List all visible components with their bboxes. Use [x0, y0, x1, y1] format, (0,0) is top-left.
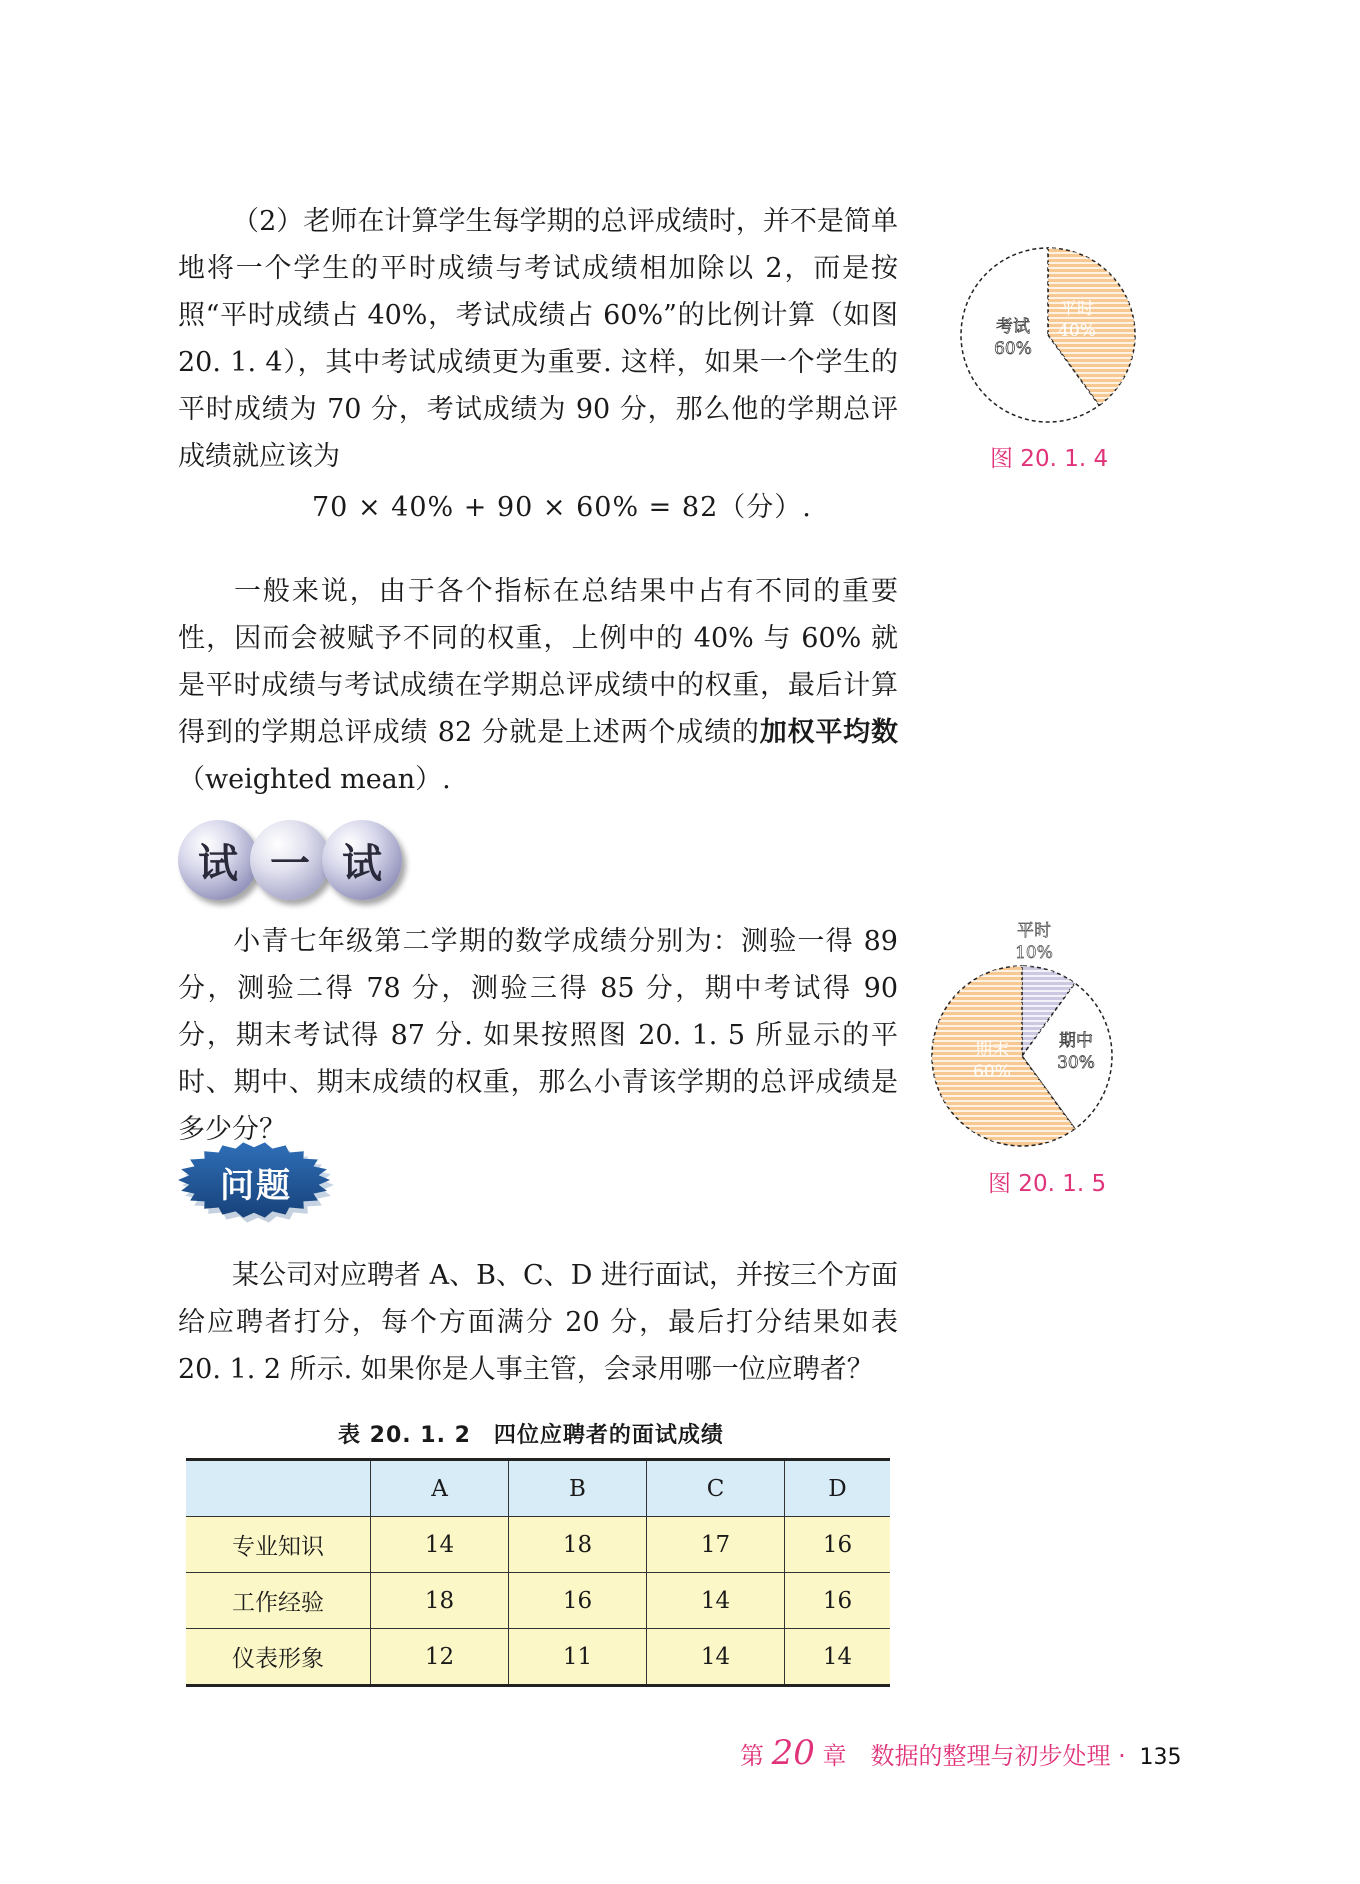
- header-cell: D: [785, 1460, 891, 1517]
- label-qizhong: 期中: [1059, 1031, 1093, 1051]
- paragraph-interview: 某公司对应聘者 A、B、C、D 进行面试，并按三个方面给应聘者打分，每个方面满分 20 分，最后打分结果如表 20. 1. 2 所示. 如果你是人事主管，会录用哪一位应聘者？: [178, 1260, 898, 1385]
- chapter-prefix: 第: [740, 1742, 764, 1770]
- table-cell: 16: [785, 1517, 891, 1573]
- table-cell: 16: [785, 1573, 891, 1629]
- page-number: 135: [1139, 1745, 1182, 1770]
- table-cell: 14: [647, 1573, 785, 1629]
- paragraph-grading: （2）老师在计算学生每学期的总评成绩时，并不是简单地将一个学生的平时成绩与考试成绩相加除以 2，而是按照“平时成绩占 40%，考试成绩占 60%”的比例计算（如图 20. 1. 4），其中考试成绩更为重要. 这样，如果一个学生的平时成绩为 70 分，考试成绩为 90 分，那么他的学期总评成绩就应该为: [178, 206, 898, 472]
- page-footer: [740, 1733, 1181, 1773]
- row-label: 工作经验: [186, 1573, 371, 1629]
- label-kaoshi: 考试: [996, 317, 1030, 337]
- row-label: 仪表形象: [186, 1629, 371, 1686]
- problem-badge-label: 问题: [220, 1165, 292, 1206]
- label-pingshi-pct: 10%: [1015, 943, 1053, 963]
- formula: 70 × 40% + 90 × 60% = 82（分）.: [312, 492, 812, 523]
- table-cell: 16: [509, 1573, 647, 1629]
- figure-caption-20-1-4: 图 20. 1. 4: [990, 446, 1109, 472]
- paragraph-weighted-mean: 一般来说，由于各个指标在总结果中占有不同的重要性，因而会被赋予不同的权重，上例中的 40% 与 60% 就是平时成绩与考试成绩在学期总评成绩中的权重，最后计算得到的学期总评成绩 82 分就是上述两个成绩的加权平均数（weighted mean）.: [178, 576, 898, 795]
- label-qimo: 期末: [975, 1040, 1009, 1060]
- header-cell: B: [509, 1460, 647, 1517]
- chapter-number: 20: [771, 1733, 815, 1773]
- score-table: [186, 1458, 890, 1687]
- paragraph-xiaoqing: 小青七年级第二学期的数学成绩分别为：测验一得 89 分，测验二得 78 分，测验三得 85 分，期中考试得 90 分，期末考试得 87 分. 如果按照图 20. 1. 5 所显示的平时、期中、期末成绩的权重，那么小青该学期的总评成绩是多少分？: [178, 926, 898, 1145]
- try-it-char-3: 试: [322, 820, 402, 900]
- table-cell: 14: [371, 1517, 509, 1573]
- term-weighted-mean: 加权平均数: [759, 717, 898, 748]
- figure-caption-20-1-5: 图 20. 1. 5: [988, 1171, 1107, 1197]
- try-it-char-2: 一: [250, 820, 330, 900]
- table-header-row: [186, 1460, 890, 1517]
- label-qizhong-pct: 30%: [1057, 1053, 1095, 1073]
- table-cell: 14: [647, 1629, 785, 1686]
- label-pingshi: 平时: [1060, 299, 1094, 319]
- header-cell: [186, 1460, 371, 1517]
- header-cell: A: [371, 1460, 509, 1517]
- problem-badge: [176, 1140, 336, 1224]
- label-qimo-pct: 60%: [973, 1062, 1011, 1082]
- row-label: 专业知识: [186, 1517, 371, 1573]
- try-it-heading: [178, 820, 418, 910]
- try-it-char-1: 试: [178, 820, 258, 900]
- table-row: [186, 1517, 890, 1573]
- table-cell: 18: [509, 1517, 647, 1573]
- label-kaoshi-pct: 60%: [994, 339, 1032, 359]
- label-pingshi-pct: 40%: [1058, 321, 1096, 341]
- table-row: [186, 1573, 890, 1629]
- table-cell: 14: [785, 1629, 891, 1686]
- header-cell: C: [647, 1460, 785, 1517]
- label-pingshi: 平时: [1017, 921, 1051, 941]
- pie-chart-fig-20-1-4: [950, 242, 1150, 432]
- table-cell: 18: [371, 1573, 509, 1629]
- table-row: [186, 1629, 890, 1686]
- table-cell: 17: [647, 1517, 785, 1573]
- chapter-title: 章 数据的整理与初步处理 ·: [822, 1742, 1126, 1770]
- table-cell: 11: [509, 1629, 647, 1686]
- table-title: 表 20. 1. 2 四位应聘者的面试成绩: [338, 1423, 724, 1448]
- table-cell: 12: [371, 1629, 509, 1686]
- pie-chart-fig-20-1-5: [922, 916, 1122, 1156]
